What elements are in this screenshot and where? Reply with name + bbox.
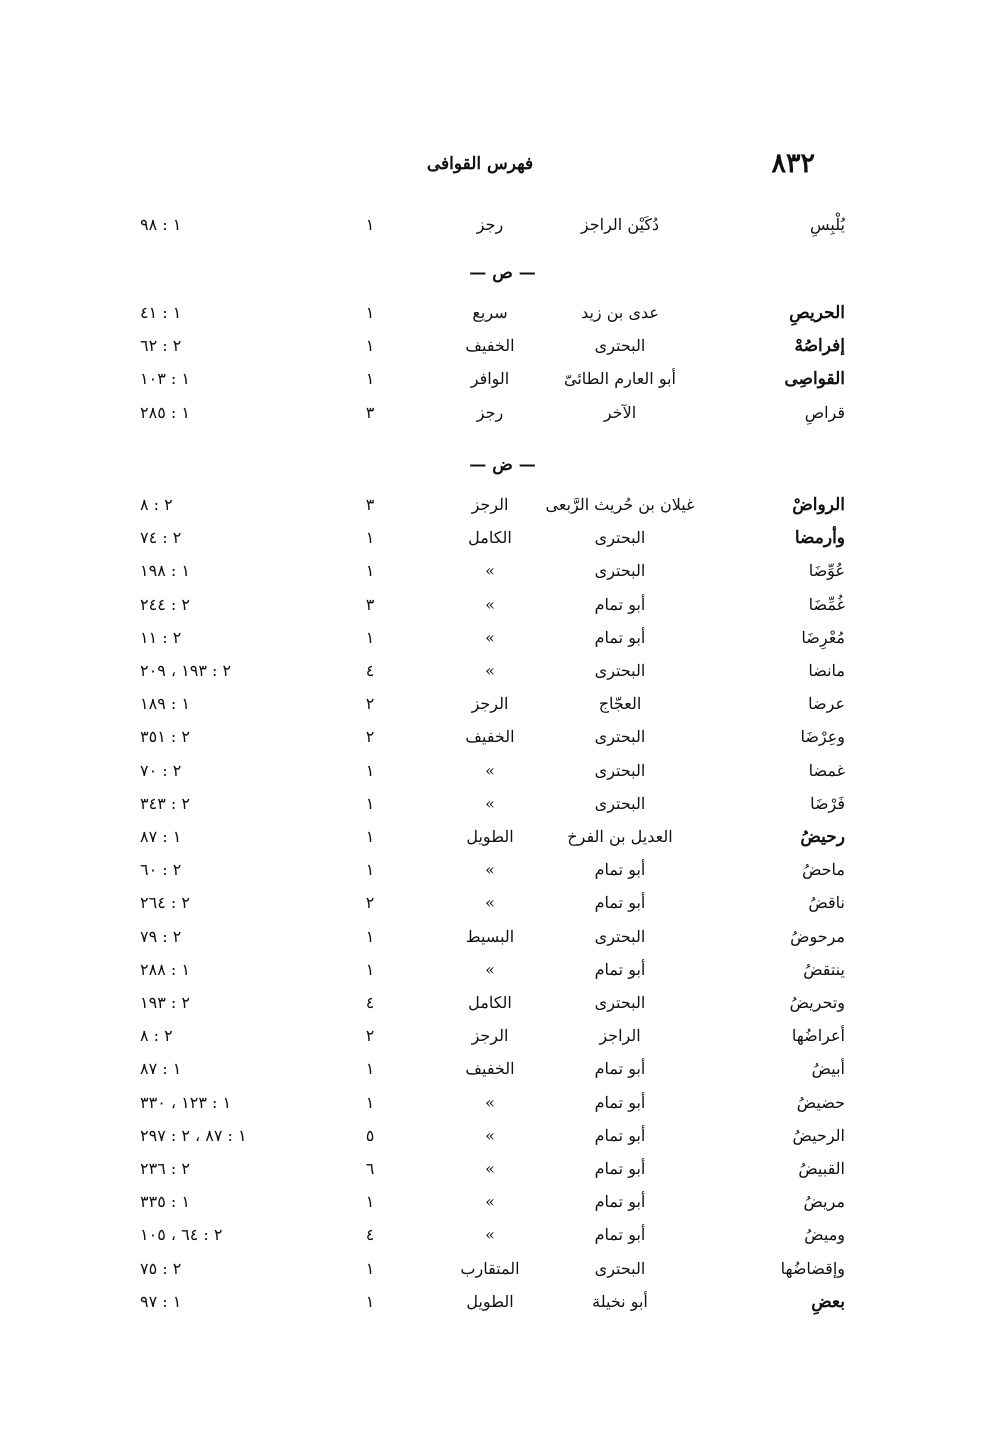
rhyme-word: ماحضُ <box>802 860 845 880</box>
volume-page-ref: ١ : ٣٣٥ <box>140 1192 190 1212</box>
running-title: فهرس القوافى <box>426 154 534 174</box>
volume-page-ref: ٢ : ٢٣٦ <box>140 1159 190 1178</box>
verse-count: ١ <box>365 827 375 846</box>
volume-page-ref: ٢ : ١٩٣ <box>140 993 190 1012</box>
meter-name: » <box>485 1159 495 1178</box>
poet-name: الآخر <box>603 402 637 422</box>
poet-name: البحترى <box>594 1258 646 1278</box>
poet-name: أبو تمام <box>594 627 646 647</box>
meter-name: » <box>485 1125 495 1145</box>
meter-name: الخفيف <box>465 727 515 747</box>
verse-count: ٣ <box>365 495 375 514</box>
rhyme-word: غمضا <box>808 760 845 780</box>
verse-count: ١ <box>365 926 375 946</box>
verse-count: ١ <box>365 793 375 813</box>
poet-name: أبو تمام <box>594 1092 646 1112</box>
index-row <box>0 590 1005 620</box>
index-row <box>0 855 1005 885</box>
verse-count: ١ <box>365 760 375 780</box>
verse-count: ١ <box>365 303 375 322</box>
rhyme-word: حضيضُ <box>796 1092 845 1112</box>
verse-count: ٥ <box>365 1125 375 1145</box>
volume-page-ref: ٢ : ٢٤٤ <box>140 594 190 614</box>
volume-page-ref: ١ : ١٢٣ ، ٣٣٠ <box>140 1092 232 1112</box>
meter-name: البسيط <box>465 926 515 946</box>
volume-page-ref: ٢ : ١١ <box>140 627 182 647</box>
poet-name: أبو تمام <box>594 1225 646 1245</box>
index-row <box>0 1054 1005 1084</box>
meter-name: الكامل <box>468 528 512 548</box>
volume-page-ref: ١ : ١٠٣ <box>140 369 190 389</box>
volume-page-ref: ١ : ٩٧ <box>140 1291 182 1311</box>
index-row <box>0 955 1005 985</box>
poet-name: البحترى <box>594 760 646 780</box>
poet-name: أبو نخيلة <box>592 1291 648 1311</box>
rhyme-word: القواصِى <box>784 369 845 390</box>
meter-name: سريع <box>472 303 508 322</box>
meter-name: الكامل <box>468 993 512 1012</box>
meter-name: الرجز <box>471 694 509 714</box>
meter-name: رجز <box>476 402 504 422</box>
verse-count: ١ <box>365 561 375 581</box>
verse-count: ٣ <box>365 594 375 614</box>
verse-count: ١ <box>365 336 375 356</box>
volume-page-ref: ٢ : ٧٤ <box>140 528 182 548</box>
rhyme-word: قراصِ <box>804 402 845 422</box>
poet-name: أبو تمام <box>594 594 646 614</box>
volume-page-ref: ١ : ٨٧ ، ٢ : ٢٩٧ <box>140 1125 247 1145</box>
poet-name: أبو تمام <box>594 860 646 880</box>
meter-name: رجز <box>476 215 504 234</box>
meter-name: » <box>485 627 495 647</box>
verse-count: ٢ <box>365 694 375 714</box>
index-row <box>0 1021 1005 1051</box>
volume-page-ref: ٢ : ٣٥١ <box>140 727 190 747</box>
verse-count: ٣ <box>365 402 375 422</box>
index-row <box>0 789 1005 819</box>
poet-name: أبو تمام <box>594 1125 646 1145</box>
volume-page-ref: ٢ : ٨ <box>140 495 173 514</box>
meter-name: » <box>485 561 495 581</box>
poet-name: البحترى <box>594 336 646 356</box>
meter-name: » <box>485 959 495 979</box>
index-row <box>0 888 1005 918</box>
index-row <box>0 331 1005 361</box>
poet-name: أبو تمام <box>594 1159 646 1178</box>
rhyme-word: وتحريضُ <box>789 993 845 1012</box>
index-row <box>0 490 1005 520</box>
verse-count: ٤ <box>365 661 375 680</box>
index-row <box>0 822 1005 852</box>
volume-page-ref: ٢ : ٦٢ <box>140 336 182 356</box>
index-row <box>0 623 1005 653</box>
index-row <box>0 1254 1005 1284</box>
rhyme-word: عرضا <box>808 694 845 714</box>
page-header <box>0 148 1005 188</box>
rhyme-word: ينتقضُ <box>803 959 845 979</box>
index-row <box>0 689 1005 719</box>
rhyme-word: وأرمضا <box>794 528 845 549</box>
index-row <box>0 1088 1005 1118</box>
index-row <box>0 922 1005 952</box>
volume-page-ref: ٢ : ٦٠ <box>140 860 182 880</box>
meter-name: » <box>485 860 495 880</box>
meter-name: » <box>485 893 495 913</box>
rhyme-word: الرحيضُ <box>792 1125 845 1145</box>
verse-count: ١ <box>365 1258 375 1278</box>
rhyme-word: الحريصِ <box>789 303 845 323</box>
poet-name: أبو تمام <box>594 893 646 913</box>
poet-name: البحترى <box>594 793 646 813</box>
verse-count: ١ <box>365 959 375 979</box>
index-row <box>0 398 1005 428</box>
volume-page-ref: ١ : ٢٨٨ <box>140 959 190 979</box>
meter-name: » <box>485 1192 495 1212</box>
poet-name: الراجز <box>599 1026 641 1046</box>
verse-count: ١ <box>365 860 375 880</box>
volume-page-ref: ٢ : ٧٩ <box>140 926 182 946</box>
verse-count: ١ <box>365 1092 375 1112</box>
rhyme-word: القبيضُ <box>798 1159 845 1178</box>
rhyme-word: أعراضُها <box>791 1026 845 1046</box>
volume-page-ref: ٢ : ٨ <box>140 1026 173 1046</box>
meter-name: » <box>485 1225 495 1245</box>
meter-name: الوافر <box>470 369 510 389</box>
poet-name: أبو تمام <box>594 1192 646 1212</box>
rhyme-word: إفراصُهْ <box>794 336 845 357</box>
volume-page-ref: ١ : ٩٨ <box>140 215 182 234</box>
volume-page-ref: ١ : ١٨٩ <box>140 694 190 714</box>
rhyme-word: غُمِّضَا <box>808 594 845 614</box>
rhyme-word: مُعْرِضَا <box>801 627 845 647</box>
index-row <box>0 656 1005 686</box>
index-row <box>0 988 1005 1018</box>
poet-name: العديل بن الفرخ <box>567 827 673 846</box>
verse-count: ١ <box>365 627 375 647</box>
meter-name: الخفيف <box>465 1059 515 1079</box>
rhyme-word: أبيضُ <box>811 1059 845 1079</box>
meter-name: » <box>485 1092 495 1112</box>
index-row <box>0 1287 1005 1317</box>
verse-count: ١ <box>365 215 375 234</box>
meter-name: » <box>485 793 495 813</box>
poet-name: عدى بن زيد <box>581 303 659 322</box>
rhyme-word: وعِرْضَا <box>800 727 845 747</box>
page-number: ٨٣٢ <box>771 148 815 179</box>
volume-page-ref: ١ : ٨٧ <box>140 1059 182 1079</box>
rhyme-word: مانضا <box>808 661 845 680</box>
index-row <box>0 210 1005 240</box>
meter-name: الطويل <box>466 1291 514 1311</box>
poet-name: البحترى <box>594 993 646 1012</box>
volume-page-ref: ٢ : ٣٤٣ <box>140 793 190 813</box>
section-heading <box>0 258 1005 288</box>
index-row <box>0 1121 1005 1151</box>
volume-page-ref: ٢ : ٢٦٤ <box>140 893 190 913</box>
rhyme-word: مريضُ <box>803 1192 845 1212</box>
index-row <box>0 364 1005 394</box>
verse-count: ٢ <box>365 1026 375 1046</box>
index-row <box>0 1220 1005 1250</box>
volume-page-ref: ٢ : ١٩٣ ، ٢٠٩ <box>140 661 232 680</box>
index-row <box>0 1154 1005 1184</box>
volume-page-ref: ٢ : ٧٠ <box>140 760 182 780</box>
meter-name: الرجز <box>471 495 509 514</box>
poet-name: أبو العارم الطائىّ <box>564 369 676 389</box>
meter-name: » <box>485 760 495 780</box>
section-heading <box>0 450 1005 480</box>
verse-count: ٤ <box>365 993 375 1012</box>
rhyme-word: بعضِ <box>811 1291 845 1312</box>
rhyme-word: وميضُ <box>804 1225 845 1245</box>
poet-name: أبو تمام <box>594 959 646 979</box>
index-row <box>0 722 1005 752</box>
rhyme-word: فَرْضَا <box>810 793 845 813</box>
poet-name: البحترى <box>594 926 646 946</box>
meter-name: الطويل <box>466 827 514 846</box>
poet-name: أبو تمام <box>594 1059 646 1079</box>
verse-count: ١ <box>365 528 375 548</box>
verse-count: ٢ <box>365 893 375 913</box>
meter-name: الخفيف <box>465 336 515 356</box>
meter-name: المتقارب <box>460 1258 520 1278</box>
volume-page-ref: ١ : ٤١ <box>140 303 182 322</box>
meter-name: » <box>485 661 495 680</box>
poet-name: البحترى <box>594 727 646 747</box>
index-row <box>0 556 1005 586</box>
index-row <box>0 1187 1005 1217</box>
meter-name: الرجز <box>471 1026 509 1046</box>
poet-name: البحترى <box>594 561 646 581</box>
meter-name: » <box>485 594 495 614</box>
index-row <box>0 523 1005 553</box>
poet-name: العجّاج <box>598 694 642 714</box>
poet-name: البحترى <box>594 528 646 548</box>
volume-page-ref: ٢ : ٧٥ <box>140 1258 182 1278</box>
rhyme-word: ناقضُ <box>808 893 845 913</box>
verse-count: ١ <box>365 1059 375 1079</box>
section-heading-text: — ص — <box>469 263 536 283</box>
volume-page-ref: ١ : ٨٧ <box>140 827 182 846</box>
section-heading-text: — ض — <box>469 455 536 475</box>
volume-page-ref: ١ : ٢٨٥ <box>140 402 190 422</box>
poet-name: دُكَيْن الراجز <box>580 215 660 234</box>
rhyme-word: مرحوضُ <box>790 926 845 946</box>
verse-count: ١ <box>365 1192 375 1212</box>
index-row <box>0 298 1005 328</box>
index-row <box>0 756 1005 786</box>
rhyme-word: رحيضُ <box>800 827 845 847</box>
rhyme-word: عُوِّضَا <box>808 561 845 581</box>
volume-page-ref: ٢ : ٦٤ ، ١٠٥ <box>140 1225 223 1245</box>
verse-count: ١ <box>365 1291 375 1311</box>
poet-name: البحترى <box>594 661 646 680</box>
rhyme-word: الرواضْ <box>792 495 845 515</box>
verse-count: ١ <box>365 369 375 389</box>
volume-page-ref: ١ : ١٩٨ <box>140 561 190 581</box>
verse-count: ٦ <box>365 1159 375 1178</box>
poet-name: غيلان بن حُريث الرَّبعى <box>545 495 695 514</box>
rhyme-word: وإقضاضُها <box>780 1258 845 1278</box>
rhyme-word: يُلْبِسِ <box>810 215 845 234</box>
verse-count: ٤ <box>365 1225 375 1245</box>
verse-count: ٢ <box>365 727 375 747</box>
